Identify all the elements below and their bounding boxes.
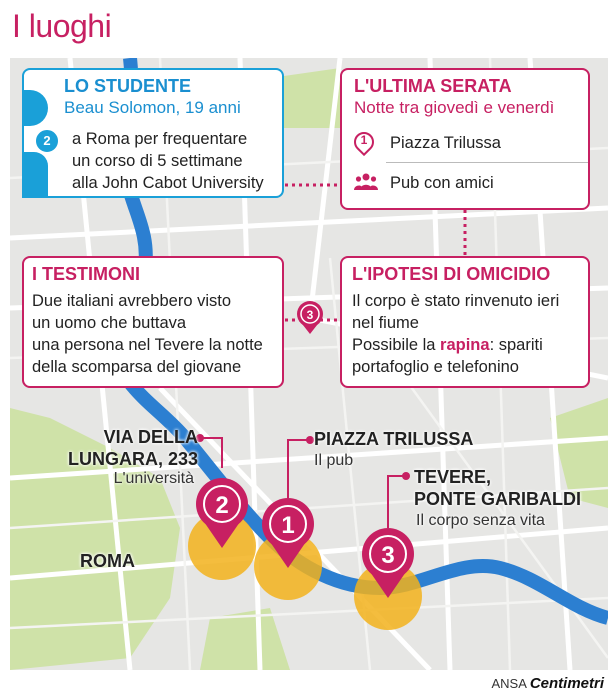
witnesses-text: [32, 290, 263, 378]
divider: [386, 162, 588, 163]
hypothesis-heading: L'IPOTESI DI OMICIDIO: [352, 264, 551, 284]
place-2-name-line-2: LUNGARA, 233: [67, 449, 198, 469]
leader-dot-3: [402, 472, 410, 480]
credit-partner: Centimetri: [529, 675, 604, 692]
student-text-line-3: alla John Cabot University: [72, 174, 264, 192]
hypothesis-line-4: portafoglio e telefonino: [352, 358, 519, 376]
last-evening-item-1: Piazza Trilussa: [390, 134, 501, 152]
credit-agency: ANSA: [491, 676, 527, 691]
hypothesis-suffix: : spariti: [489, 336, 543, 354]
witnesses-line-3: una persona nel Tevere la notte: [32, 336, 263, 354]
city-label: ROMA: [80, 551, 135, 571]
witnesses-line-4: della scomparsa del giovane: [32, 358, 242, 376]
place-2-desc: L'università: [113, 470, 194, 487]
place-3-name-line-1: TEVERE,: [414, 467, 492, 487]
place-1-desc: Il pub: [314, 452, 354, 469]
student-badge-icon: 2: [34, 128, 60, 154]
place-label-lungara: [67, 426, 198, 470]
leader-dot-1: [306, 436, 314, 444]
pin-number-3: 3: [381, 542, 395, 569]
student-name: Beau Solomon, 19 anni: [64, 98, 241, 117]
pin-number-2: 2: [215, 492, 229, 519]
witnesses-heading: I TESTIMONI: [32, 264, 140, 284]
place-3-name-line-2: PONTE GARIBALDI: [414, 489, 582, 509]
person-body-icon: [22, 152, 48, 198]
connector-pin-3-icon: [297, 301, 323, 334]
student-heading: LO STUDENTE: [64, 76, 192, 96]
place-1-name: PIAZZA TRILUSSA: [314, 429, 474, 449]
person-head-icon: [22, 90, 48, 126]
student-text: [72, 128, 264, 194]
last-evening-badge: 1: [360, 133, 368, 147]
page-title: I luoghi: [12, 8, 112, 44]
last-evening-heading: L'ULTIMA SERATA: [354, 76, 512, 96]
last-evening-box: [340, 68, 590, 210]
hypothesis-highlight: rapina: [440, 336, 490, 354]
pin-number-1: 1: [281, 512, 295, 539]
last-evening-item-2: Pub con amici: [390, 174, 494, 192]
hypothesis-text: [352, 290, 559, 378]
people-icon: [354, 172, 378, 192]
hypothesis-line-1: Il corpo è stato rinvenuto ieri: [352, 292, 560, 310]
witnesses-line-1: Due italiani avrebbero visto: [32, 292, 232, 310]
witnesses-line-2: un uomo che buttava: [32, 314, 187, 332]
witnesses-box: [22, 256, 284, 388]
student-box: [22, 68, 284, 198]
credit: [492, 675, 605, 692]
hypothesis-prefix: Possibile la: [352, 336, 441, 354]
place-2-name-line-1: VIA DELLA: [103, 427, 198, 447]
hypothesis-line-2: nel fiume: [352, 314, 419, 332]
last-evening-subheading: Notte tra giovedì e venerdì: [354, 98, 555, 117]
connector-badge: 3: [306, 308, 314, 322]
hypothesis-box: [340, 256, 590, 388]
place-3-desc: Il corpo senza vita: [416, 512, 545, 529]
hypothesis-line-3: [352, 334, 559, 356]
student-text-line-2: un corso di 5 settimane: [72, 152, 243, 170]
student-text-line-1: a Roma per frequentare: [72, 130, 248, 148]
map[interactable]: [10, 58, 608, 670]
place-label-tevere: [414, 466, 581, 510]
